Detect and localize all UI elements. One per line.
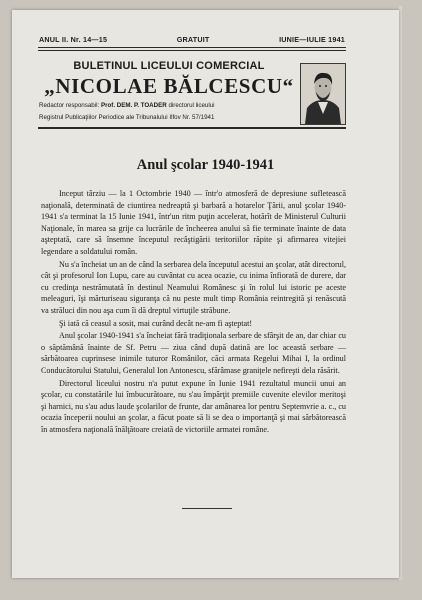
document-page: [12, 10, 399, 578]
header-rule-double: [38, 50, 346, 51]
article-title: Anul şcolar 1940-1941: [136, 157, 275, 173]
portrait-image: [300, 63, 346, 125]
issue-header: [39, 35, 345, 44]
paragraph: Directorul liceului nostru n'a putut expune în Iunie 1941 rezultatul muncii unui an şcolar, cu constatările lui îmbucurătoare, nu s'au împărţit premiile cuvenite elevilor meritoşi şi harnici, nu s'au adus laude şcolarilor de frunte, dar amânarea lor pentru Septemvrie a. c., cu ocazia începerii noului an şcolar, a făcut poate să li se dea o importanţă şi mai sărbătorească în atmosfera naţională înălţătoare creiată de victoriile armatei române.: [41, 378, 346, 434]
paragraph: Anul şcolar 1940-1941 s'a încheiat fără tradiţionala serbare de sfârşit de an, dar chiar cu o săptămână înainte de Sf. Petru — ziua când după datină are loc această serbare — sărbătoarea cuprinsese inimile tuturor Românilor, căci armata Regelui Mihai I, la ordinul Conducătorului Statului, Generalul Ion Antonescu, sfărâmase granițele nefireşti dela răsărit.: [41, 331, 346, 375]
issue-date: IUNIE—IULIE 1941: [279, 35, 345, 44]
registry-line: Registrul Publicaţiilor Periodice ale Tribunalului Ilfov Nr. 57/1941: [39, 114, 215, 121]
paragraph: Şi iată că ceasul a sosit, mai curând decât ne-am fi aşteptat!: [59, 318, 253, 328]
price-label: GRATUIT: [176, 35, 210, 44]
header-rule-top: [38, 47, 346, 48]
masthead-subtitle: BULETINUL LICEULUI COMERCIAL: [73, 60, 265, 72]
editor-role: directorul liceului: [168, 102, 215, 109]
article-body: [41, 188, 346, 436]
editor-label: Redactor responsabil:: [39, 102, 100, 109]
issue-number: ANUL II. Nr. 14—15: [39, 35, 108, 44]
masthead-title: „NICOLAE BĂLCESCU“: [44, 74, 294, 98]
end-rule: [182, 508, 232, 509]
paragraph: Inceput târziu — la 1 Octombrie 1940 — într'o atmosferă de depresiune sufletească naţională, determinată de ciuntirea nedreaptă şi barbară a hotarelor Ţării, anul şcolar 1940-1941 s'a terminat la 15 Iunie 1941, într'un ritm puţin accelerat, hotărît de Ministerul Culturii Naţionale, în marea sa grije ca lucrările de încheerea anului să fie terminate înainte de data aşteptată, care să însemne începutul recâştigării teritoriilor răpite şi afirmarea vitejiei legendare a soldatului român.: [41, 189, 346, 256]
editor-line: [39, 102, 301, 109]
paper-edge: [399, 6, 402, 580]
masthead-rule-bottom: [38, 127, 346, 129]
editor-name: Prof. DEM. P. TOADER: [100, 102, 167, 109]
paragraph: Nu s'a încheiat un an de când la serbarea dela începutul acestui an şcolar, atât directorul, cât şi profesorul Ion Lupu, care au cuvântat cu acea ocazie, cu inima înfiorată de durere, dar cu credinţa nestrămutată în destinul Neamului Românesc şi în rolul lui istoric pe aceste meleaguri, îşi mărturiseau siguranţa că nu peste mult timp România reintregită şi renăscută va străluci din nou aşa cum îi dă dreptul virtuţile străbune.: [41, 259, 346, 315]
